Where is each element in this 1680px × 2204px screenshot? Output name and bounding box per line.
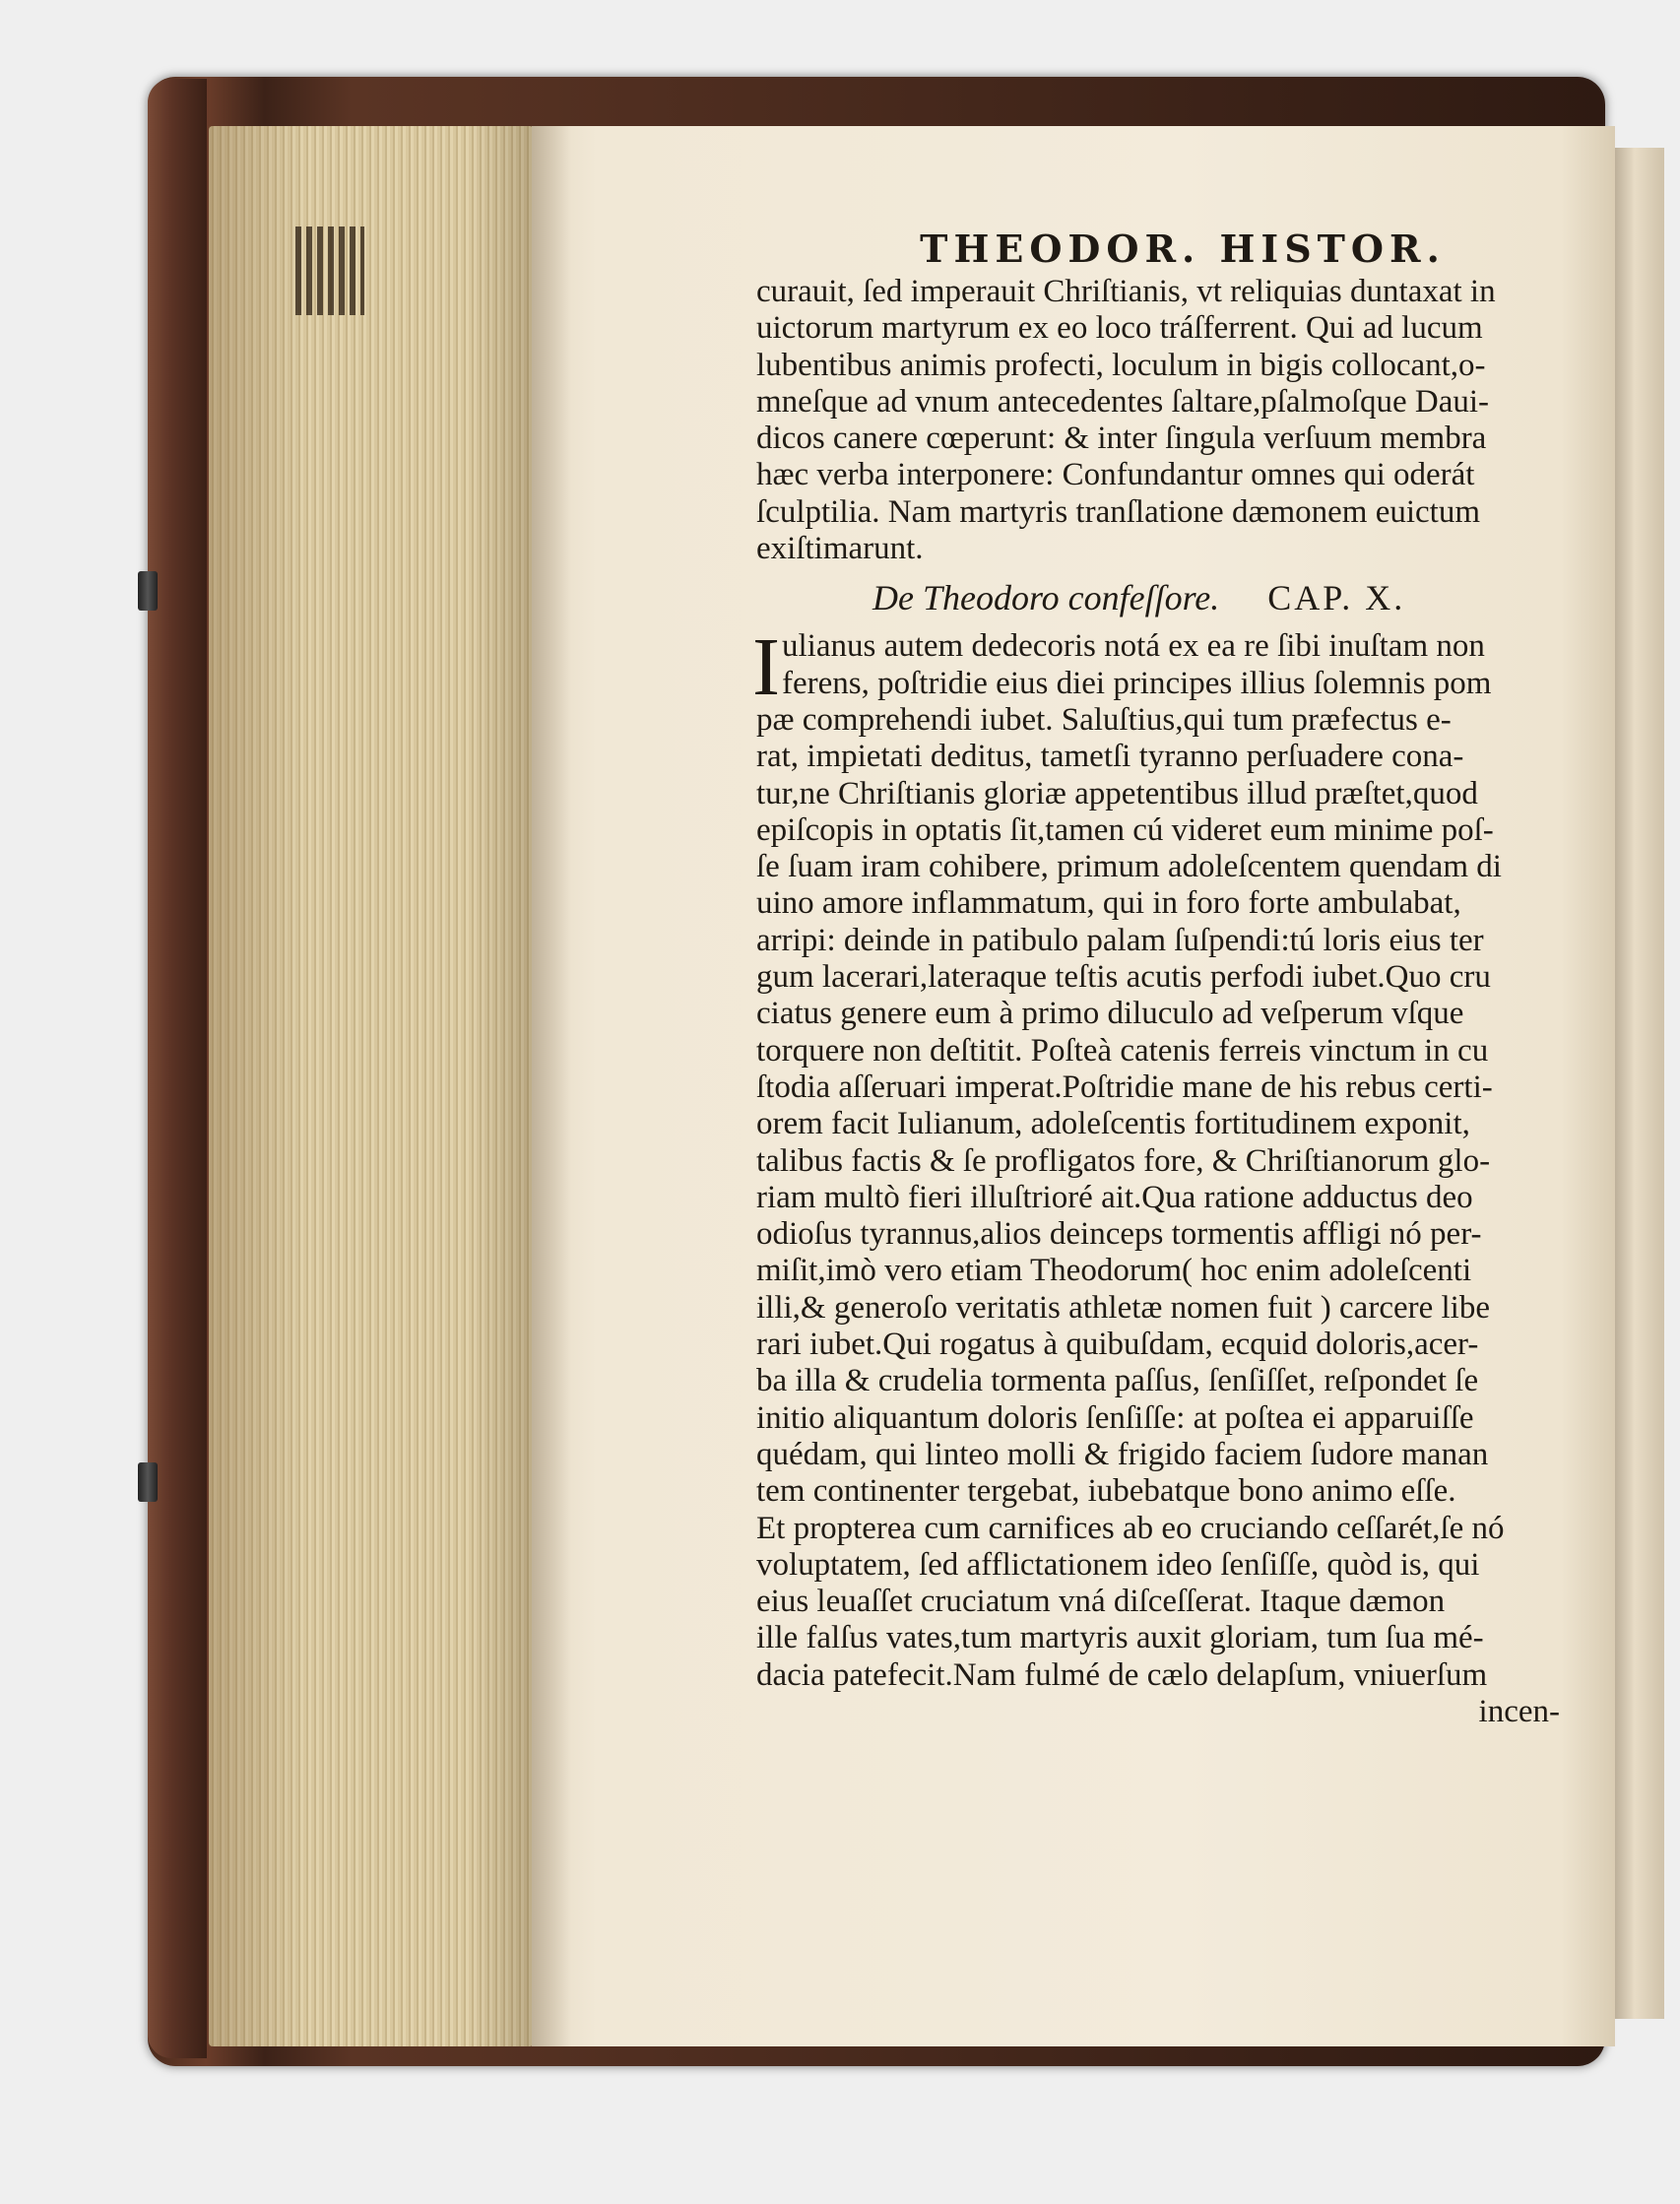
text-line: uino amore inflammatum, qui in foro forte ambulabat, — [756, 885, 1461, 922]
text-line: exiſtimarunt. — [756, 531, 924, 567]
text-line: riam multò fieri illuſtrioré ait.Qua ratione adductus deo — [756, 1179, 1473, 1215]
clasp-top — [138, 571, 158, 611]
text-line: pæ comprehendi iubet. Saluſtius,qui tum præfectus e- — [756, 701, 1452, 738]
text-line: tem continenter tergebat, iubebatque bono animo eſſe. — [756, 1473, 1456, 1510]
facing-page-edge — [1615, 148, 1664, 2019]
text-line: epiſcopis in optatis ſit,tamen cú videret eum minime poſ- — [756, 811, 1494, 848]
text-line: dacia patefecit.Nam fulmé de cælo delapſum, vniuerſum — [756, 1656, 1488, 1693]
page-edge-mark — [295, 227, 364, 315]
text-line: ba illa & crudelia tormenta paſſus, ſenſiſſet, reſpondet ſe — [756, 1363, 1479, 1399]
text-line: quédam, qui linteo molli & frigido faciem ſudore manan — [756, 1436, 1489, 1472]
text-line: ille falſus vates,tum martyris auxit gloriam, tum ſua mé- — [756, 1620, 1484, 1656]
text-line: hæc verba interponere: Confundantur omnes qui oderát — [756, 457, 1475, 493]
text-line: uictorum martyrum ex eo loco tráſferrent. Qui ad lucum — [756, 310, 1483, 347]
text-line: eius leuaſſet cruciatum vná diſceſſerat. Itaque dæmon — [756, 1584, 1446, 1620]
text-line: illi,& generoſo veritatis athletæ nomen fuit ) carcere libe — [756, 1289, 1490, 1326]
text-line: ulianus autem dedecoris notá ex ea re ſibi inuſtam non — [782, 628, 1485, 665]
chapter-body — [756, 702, 1570, 1730]
text-line: miſit,imò vero etiam Theodorum( hoc enim adoleſcenti — [756, 1253, 1472, 1289]
text-line: ciatus genere eum à primo diluculo ad veſperum vſque — [756, 996, 1464, 1032]
text-line: ferens, poſtridie eius diei principes illius ſolemnis pom — [782, 665, 1492, 701]
clasp-bottom — [138, 1462, 158, 1502]
text-line: arripi: deinde in patibulo palam ſuſpendi:tú loris eius ter — [756, 922, 1484, 958]
chapter-number: CAP. X. — [1267, 578, 1406, 618]
catchword: incen- — [1478, 1693, 1560, 1729]
page-text-block — [752, 225, 1570, 1730]
chapter-opening — [752, 621, 1570, 714]
text-line: Et propterea cum carnifices ab eo cruciando ceſſarét,ſe nó — [756, 1510, 1505, 1546]
text-line: mneſque ad vnum antecedentes ſaltare,pſalmoſque Daui- — [756, 383, 1490, 420]
text-line: dicos canere cœperunt: & inter ſingula verſuum membra — [756, 421, 1487, 457]
text-line: odioſus tyrannus,alios deinceps tormentis affligi nó per- — [756, 1216, 1482, 1253]
text-line: initio aliquantum doloris ſenſiſſe: at poſtea ei apparuiſſe — [756, 1399, 1474, 1436]
text-line: tur,ne Chriſtianis gloriæ appetentibus illud præſtet,quod — [756, 775, 1478, 811]
binding-spine-edge — [148, 79, 207, 2058]
drop-cap-letter: I — [752, 621, 780, 714]
text-line: talibus factis & ſe profligatos fore, & Chriſtianorum glo- — [756, 1142, 1491, 1179]
text-line: lubentibus animis profecti, loculum in bigis collocant,o- — [756, 347, 1486, 383]
text-line: ſe ſuam iram cohibere, primum adoleſcentem quendam di — [756, 849, 1502, 885]
text-line: rari iubet.Qui rogatus à quibuſdam, ecquid doloris,acer- — [756, 1327, 1479, 1363]
text-line: ſtodia aſſeruari imperat.Poſtridie mane de his rebus certi- — [756, 1069, 1493, 1105]
text-line: ſculptilia. Nam martyris tranſlatione dæmonem euictum — [756, 493, 1480, 530]
running-head: THEODOR. HISTOR. — [920, 227, 1446, 271]
page-edges-shade — [209, 126, 534, 2046]
section-one — [756, 274, 1570, 567]
text-line: curauit, ſed imperauit Chriſtianis, vt reliquias duntaxat in — [756, 274, 1496, 309]
text-line: orem facit Iulianum, adoleſcentis fortitudinem exponit, — [756, 1106, 1470, 1142]
text-line: gum lacerari,lateraque teſtis acutis perfodi iubet.Quo cru — [756, 959, 1491, 996]
chapter-title: De Theodoro confeſſore. — [872, 578, 1220, 618]
text-line: rat, impietati deditus, tametſi tyranno perſuadere cona- — [756, 739, 1464, 775]
text-line: torquere non deſtitit. Poſteà catenis ferreis vinctum in cu — [756, 1032, 1489, 1069]
page-gutter-shadow — [532, 126, 571, 2046]
text-line: voluptatem, ſed afflictationem ideo ſenſiſſe, quòd is, qui — [756, 1546, 1480, 1583]
chapter-heading — [756, 567, 1570, 628]
